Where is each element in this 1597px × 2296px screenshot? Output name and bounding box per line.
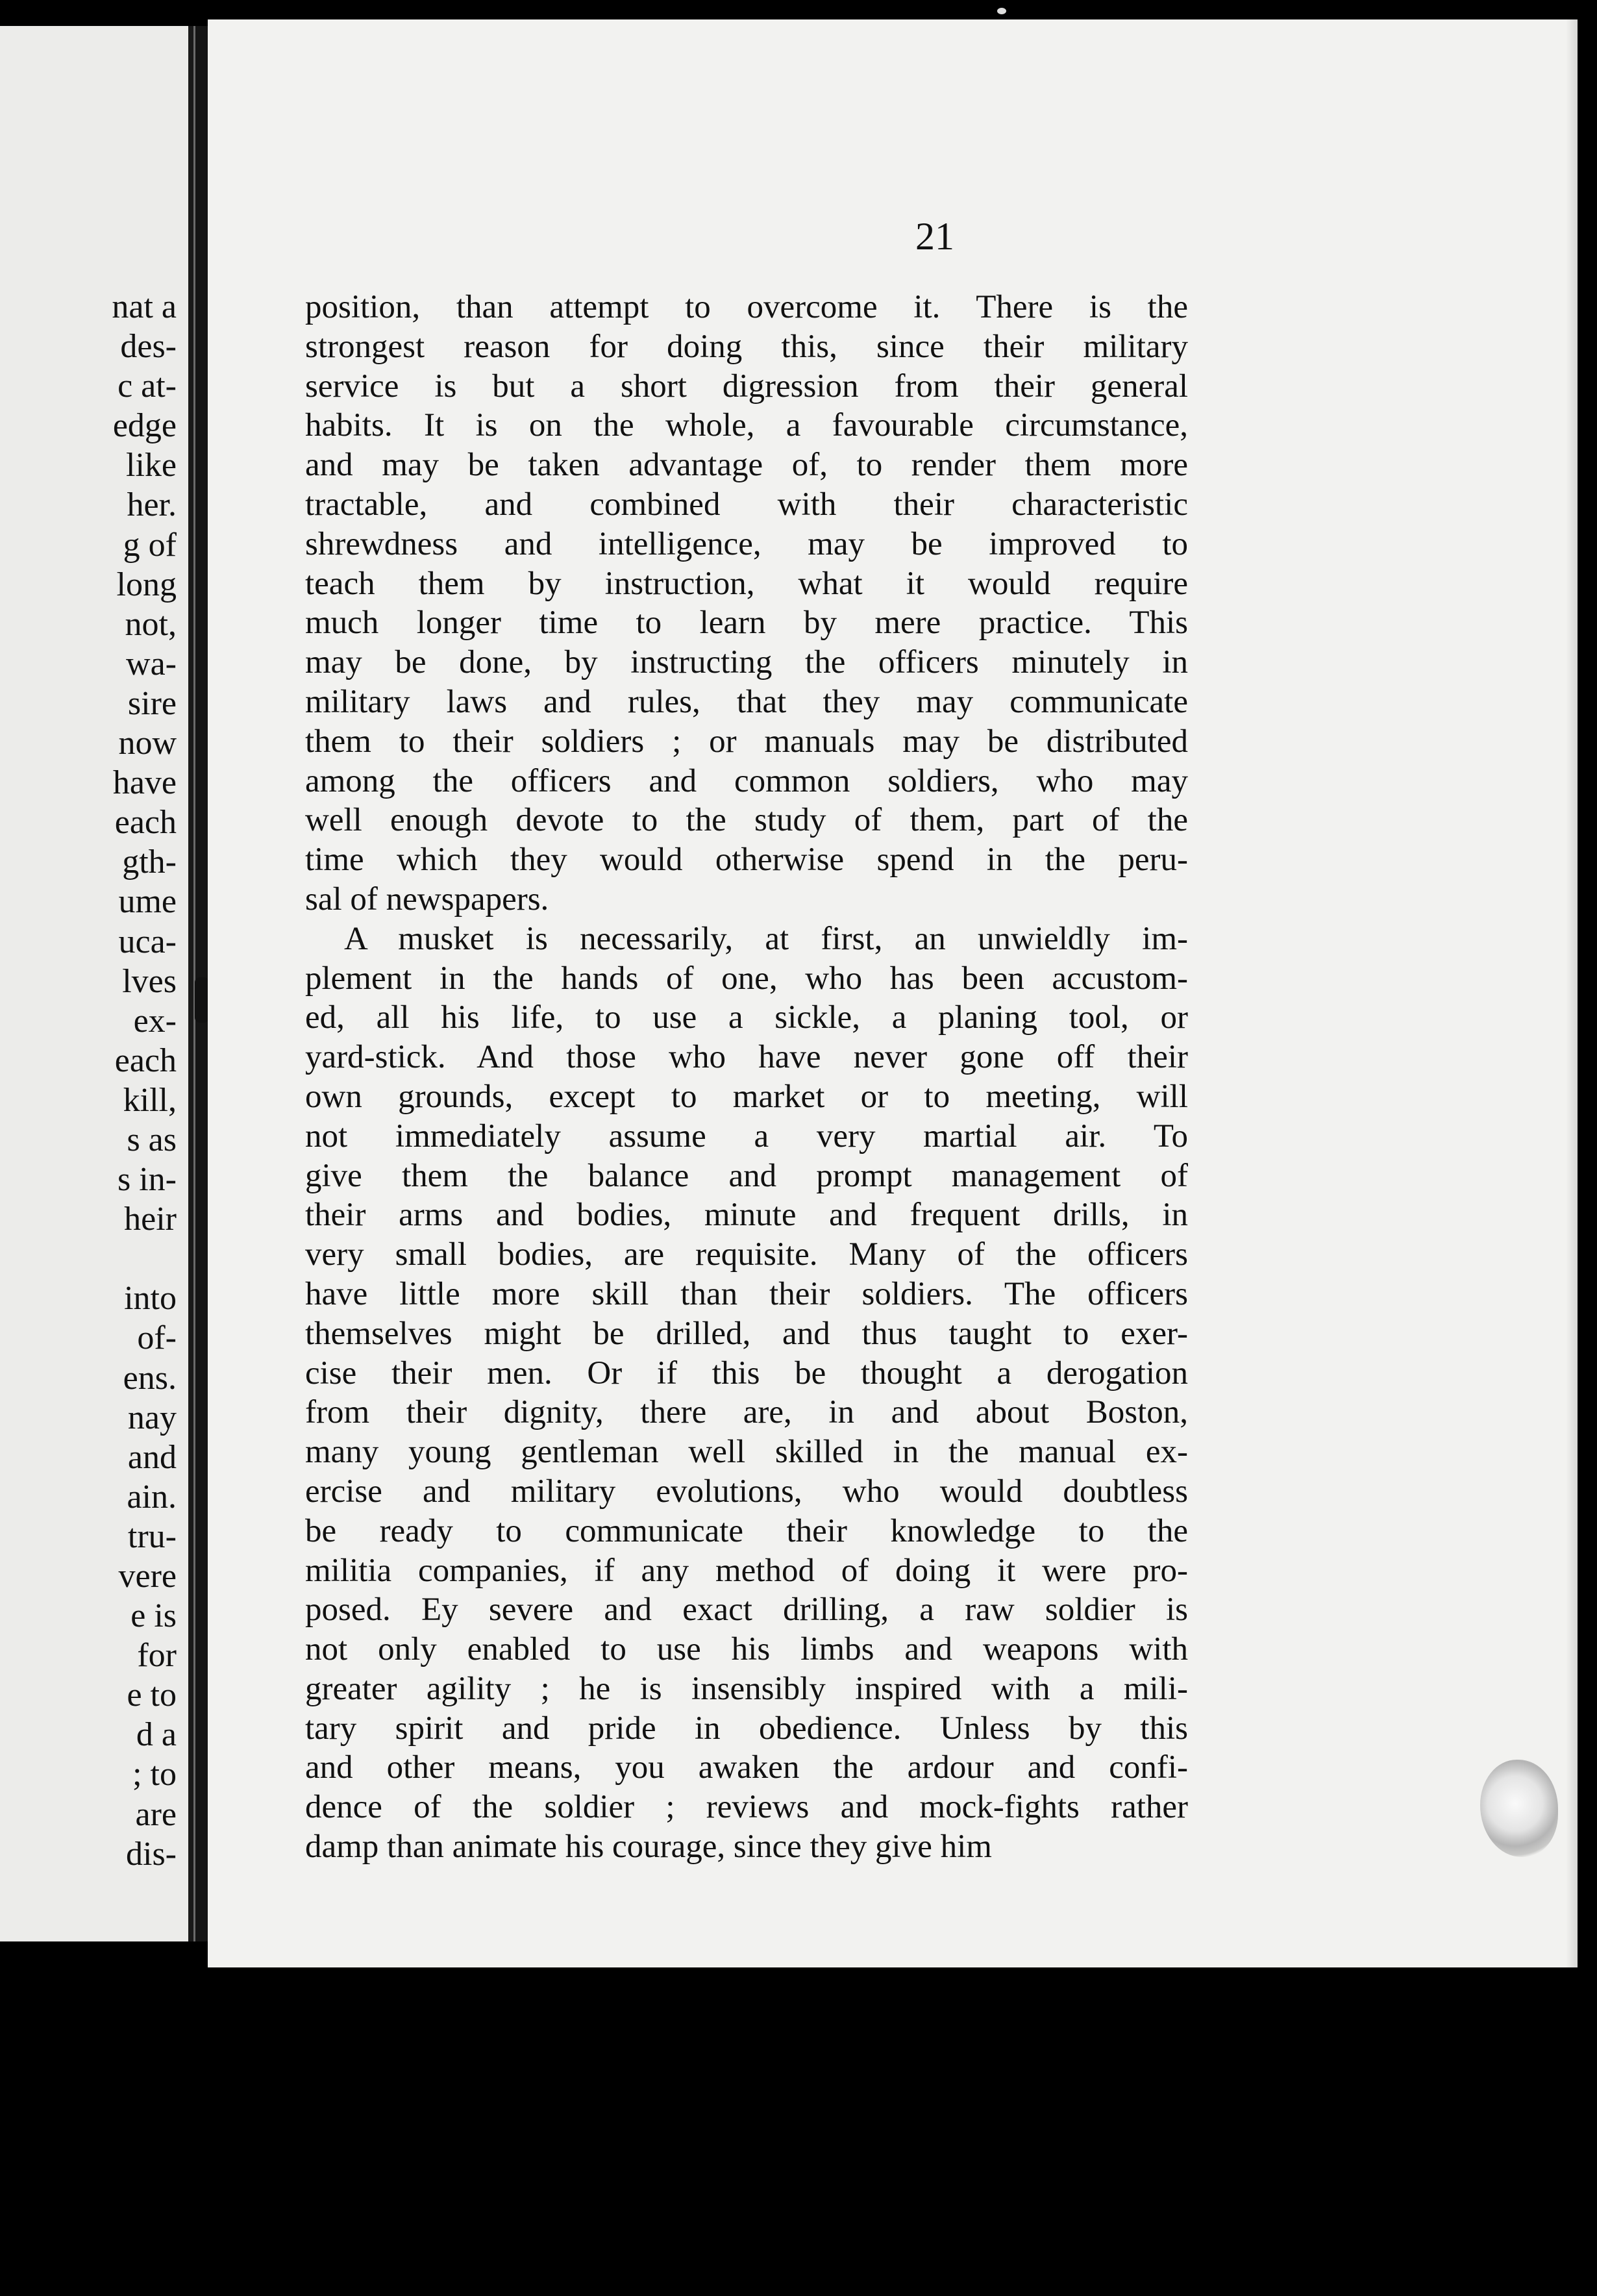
text-line: cise their men. Or if this be thought a derogation xyxy=(305,1354,1188,1391)
left-fragment-line: tru- xyxy=(127,1517,177,1555)
left-fragment-line: uca- xyxy=(118,923,177,960)
left-fragment-line: sire xyxy=(127,684,177,722)
text-line: dence of the soldier ; reviews and mock-fights rather xyxy=(305,1789,1188,1826)
left-fragment-line: and xyxy=(127,1438,177,1476)
left-fragment-line: are xyxy=(135,1795,177,1833)
text-line: habits. It is on the whole, a favourable circumstance, xyxy=(305,407,1188,444)
left-fragment-line: nat a xyxy=(112,288,177,325)
left-fragment-line: have xyxy=(112,764,177,802)
text-line: them to their soldiers ; or manuals may be distributed xyxy=(305,723,1188,760)
left-fragment-line: ens. xyxy=(123,1359,177,1397)
text-line: tractable, and combined with their characteristic xyxy=(305,486,1188,523)
left-fragment-line: nay xyxy=(127,1399,177,1436)
text-line: militia companies, if any method of doing it were pro- xyxy=(305,1552,1188,1589)
binding-mark xyxy=(195,977,209,1023)
text-line: plement in the hands of one, who has been accustom- xyxy=(305,960,1188,997)
left-fragment-line: e is xyxy=(130,1597,177,1635)
text-line: posed. Ey severe and exact drilling, a raw soldier is xyxy=(305,1591,1188,1628)
text-line: many young gentleman well skilled in the manual ex- xyxy=(305,1434,1188,1471)
left-fragment-line: vere xyxy=(118,1558,177,1595)
text-line: ed, all his life, to use a sickle, a planing tool, or xyxy=(305,999,1188,1036)
text-line: among the officers and common soldiers, who may xyxy=(305,762,1188,799)
text-line: much longer time to learn by mere practice. This xyxy=(305,605,1188,642)
left-fragment-line: into xyxy=(124,1280,177,1317)
text-line: yard-stick. And those who have never gone off their xyxy=(305,1039,1188,1076)
left-fragment-line: lves xyxy=(122,962,177,1000)
left-fragment-line: g of xyxy=(123,526,177,564)
left-fragment-blank-line xyxy=(112,1239,177,1279)
text-line: strongest reason for doing this, since their military xyxy=(305,328,1188,365)
left-fragment-line: wa- xyxy=(126,645,177,682)
text-line: well enough devote to the study of them, part of the xyxy=(305,802,1188,839)
left-fragment-line: her. xyxy=(127,486,177,524)
text-line: not immediately assume a very martial air. To xyxy=(305,1117,1188,1154)
text-line: tary spirit and pride in obedience. Unless by this xyxy=(305,1710,1188,1747)
text-line: military laws and rules, that they may communicate xyxy=(305,683,1188,720)
left-fragment-line: ; to xyxy=(132,1756,177,1793)
text-line: may be done, by instructing the officers minutely in xyxy=(305,644,1188,681)
left-fragment-line: now xyxy=(118,725,177,762)
page-body-text xyxy=(305,288,1188,1867)
left-fragment-line: ain. xyxy=(127,1478,177,1516)
left-fragment-line: for xyxy=(137,1637,177,1675)
text-line: sal of newspapers. xyxy=(305,880,549,917)
text-line: teach them by instruction, what it would require xyxy=(305,565,1188,602)
left-fragment-line: heir xyxy=(124,1201,177,1238)
left-fragment-line: not, xyxy=(125,605,177,643)
text-line: shrewdness and intelligence, may be improved to xyxy=(305,525,1188,562)
left-page xyxy=(0,26,188,1941)
text-line: and may be taken advantage of, to render them more xyxy=(305,447,1188,484)
text-line: and other means, you awaken the ardour and confi- xyxy=(305,1749,1188,1786)
text-line: damp than animate his courage, since they give him xyxy=(305,1828,992,1866)
left-fragment-line: of- xyxy=(137,1319,177,1357)
text-line: give them the balance and prompt management of xyxy=(305,1157,1188,1194)
left-fragment-line: edge xyxy=(112,407,177,445)
page-number: 21 xyxy=(915,215,954,258)
text-line: greater agility ; he is insensibly inspired with a mili- xyxy=(305,1670,1188,1707)
text-line: own grounds, except to market or to meeting, will xyxy=(305,1078,1188,1115)
text-line: themselves might be drilled, and thus taught to exer- xyxy=(305,1315,1188,1352)
dust-speck xyxy=(997,8,1006,14)
left-fragment-line: each xyxy=(114,1042,177,1079)
text-line: position, than attempt to overcome it. There is the xyxy=(305,289,1188,325)
left-fragment-line: dis- xyxy=(126,1835,177,1873)
left-fragment-line: c at- xyxy=(118,368,177,405)
text-line: very small bodies, are requisite. Many of the officers xyxy=(305,1236,1188,1273)
text-line: not only enabled to use his limbs and weapons with xyxy=(305,1631,1188,1668)
left-fragment-line: long xyxy=(116,566,177,603)
left-fragment-line: kill, xyxy=(123,1081,177,1119)
left-fragment-line: gth- xyxy=(122,843,177,881)
left-fragment-line: s as xyxy=(127,1121,177,1158)
left-fragment-line: d a xyxy=(136,1716,177,1754)
right-page xyxy=(208,19,1578,1967)
left-fragment-line: e to xyxy=(127,1677,177,1714)
text-line: their arms and bodies, minute and frequent drills, in xyxy=(305,1197,1188,1234)
text-line: have little more skill than their soldiers. The officers xyxy=(305,1275,1188,1312)
left-fragment-line: s in- xyxy=(118,1161,177,1199)
text-line: from their dignity, there are, in and about Boston, xyxy=(305,1394,1188,1431)
text-line: service is but a short digression from their general xyxy=(305,368,1188,405)
left-fragment-line: each xyxy=(114,804,177,842)
text-line: time which they would otherwise spend in the peru- xyxy=(305,842,1188,879)
left-fragment-line: ex- xyxy=(133,1002,177,1040)
left-fragment-line: ume xyxy=(118,883,177,921)
text-line: be ready to communicate their knowledge to the xyxy=(305,1512,1188,1549)
left-fragment-line: des- xyxy=(120,328,177,366)
left-fragment-line: like xyxy=(126,447,177,484)
text-line: ercise and military evolutions, who would doubtless xyxy=(305,1473,1188,1510)
text-line: A musket is necessarily, at first, an unwieldly im- xyxy=(344,920,1188,957)
left-page-text-fragments xyxy=(112,287,177,1874)
